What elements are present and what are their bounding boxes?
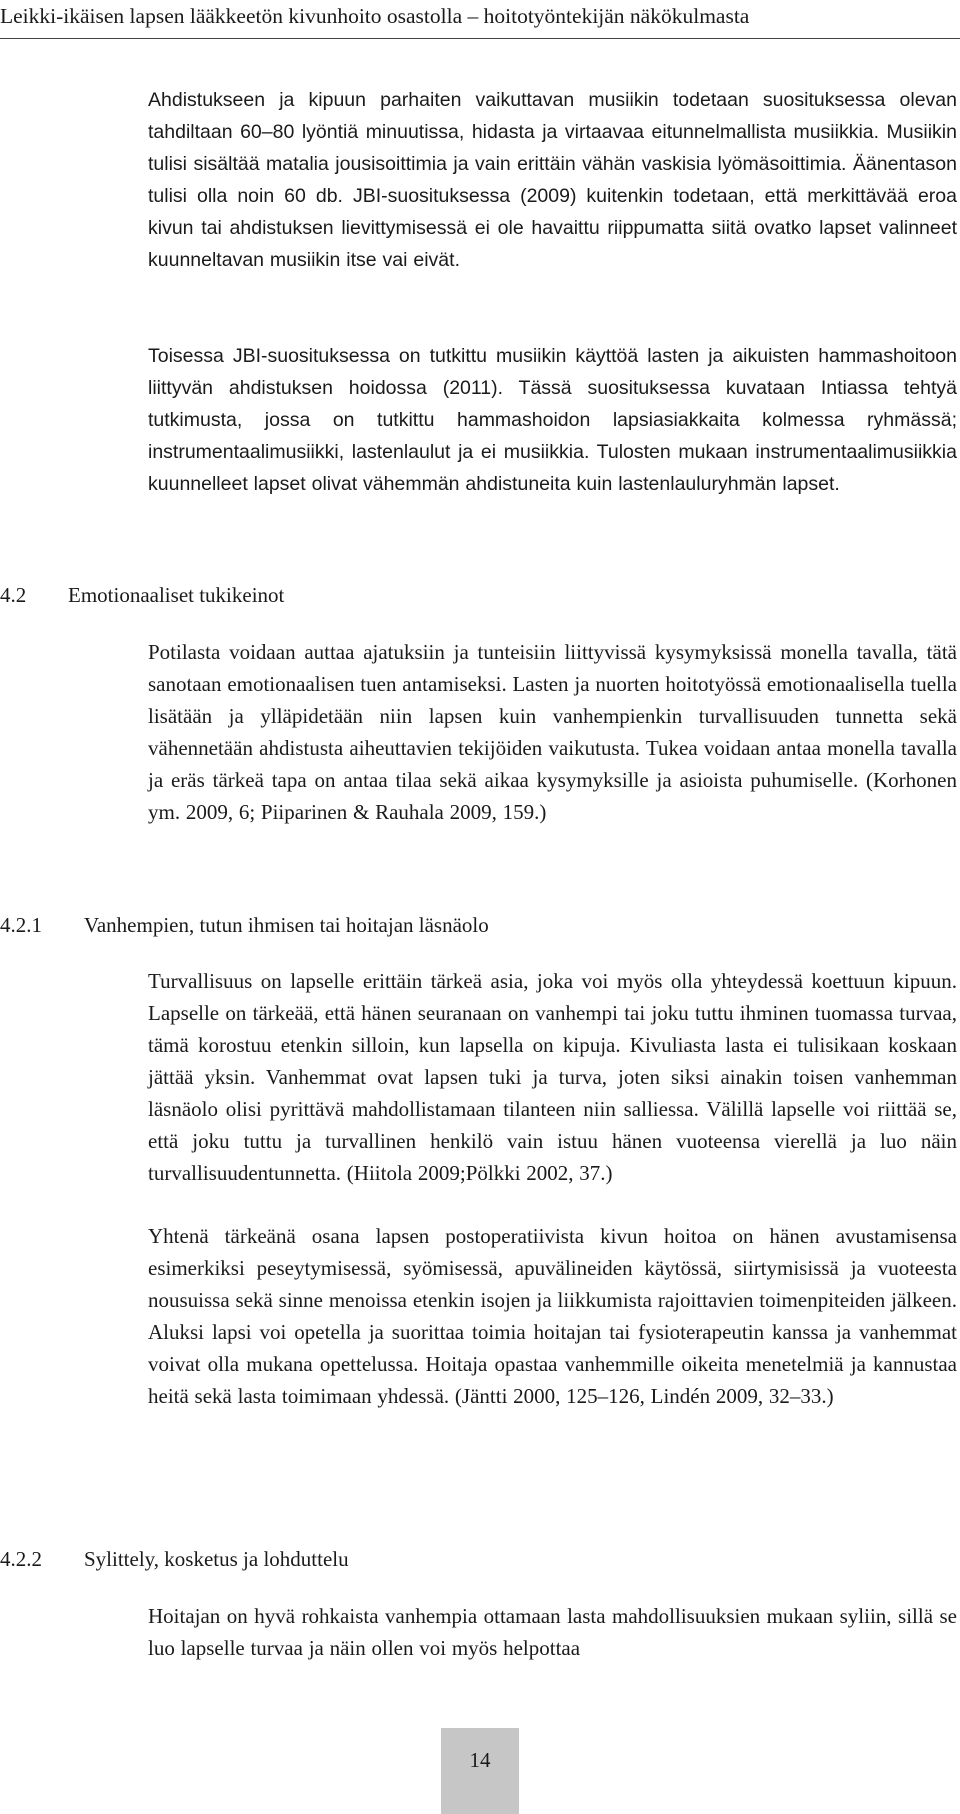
- running-header: Leikki-ikäisen lapsen lääkkeetön kivunhoito osastolla – hoitotyöntekijän näkökulmasta: [0, 4, 750, 28]
- header-rule: [0, 38, 960, 39]
- heading-4-2-1: [0, 910, 489, 940]
- heading-number: 4.2.2: [0, 1547, 42, 1571]
- heading-4-2-2: [0, 1544, 349, 1574]
- paragraph-music-dental: Toisessa JBI-suosituksessa on tutkittu musiikin käyttöä lasten ja aikuisten hammashoitoon liittyvän ahdistuksen hoidossa (2011). Tässä suosituksessa kuvataan Intiassa tehtyä tutkimusta, jossa on tutkittu hammashoidon lapsiasiakkaita kolmessa ryhmässä; instrumentaalimusiikki, lastenlaulut ja ei musiikkia. Tulosten mukaan instrumentaalimusiikkia kuunnelleet lapset olivat vähemmän ahdistuneita kuin lastenlauluryhmän lapset.: [148, 345, 957, 495]
- paragraph-presence-security: Turvallisuus on lapselle erittäin tärkeä asia, joka voi myös olla yhteydessä koettuun kipuun. Lapselle on tärkeää, että hänen seuranaan on vanhempi tai joku tuttu ihminen tuomassa turvaa, tämä korostuu etenkin silloin, kun lapsella on kipuja. Kivuliasta lasta ei tulisikaan koskaan jättää yksin. Vanhemmat ovat lapsen tuki ja turva, joten siksi ainakin toisen vanhemman läsnäolo olisi pyrittävä mahdollistamaan tilanteen niin salliessa. Välillä lapselle voi riittää se, että joku tuttu ja turvallinen henkilö vain istuu hänen vuoteensa vierellä ja luo näin turvallisuudentunnetta. (Hiitola 2009;Pölkki 2002, 37.): [148, 969, 957, 1185]
- paragraph-postoperative-assistance: Yhtenä tärkeänä osana lapsen postoperatiivista kivun hoitoa on hänen avustamisensa esimerkiksi peseytymisessä, syömisessä, apuvälineiden käytössä, siirtymisissä ja vuoteesta nousuissa sekä sinne menoissa etenkin isojen ja liikkumista rajoittavien toimenpiteiden jälkeen. Aluksi lapsi voi opetella ja suorittaa toimia hoitajan tai fysioterapeutin kanssa ja vanhemmat voivat olla mukana opettelussa. Hoitaja opastaa vanhemmille oikeita menetelmiä ja kannustaa heitä sekä lasta toimimaan yhdessä. (Jäntti 2000, 125–126, Lindén 2009, 32–33.): [148, 1224, 957, 1408]
- paragraph-holding: Hoitajan on hyvä rohkaista vanhempia ottamaan lasta mahdollisuuksien mukaan syliin, sillä se luo lapselle turvaa ja näin ollen voi myös helpottaa: [148, 1604, 957, 1660]
- paragraph-music-recommendation: Ahdistukseen ja kipuun parhaiten vaikuttavan musiikin todetaan suosituksessa olevan tahdiltaan 60–80 lyöntiä minuutissa, hidasta ja virtaavaa eitunnelmallista musiikkia. Musiikin tulisi sisältää matalia jousisoittimia ja vain erittäin vähän vaskisia lyömäsoittimia. Äänentason tulisi olla noin 60 db. JBI-suosituksessa (2009) kuitenkin todetaan, että merkittävää eroa kivun tai ahdistuksen lievittymisessä ei ole havaittu riippumatta siitä ovatko lapset valinneet kuunneltavan musiikin itse vai eivät.: [148, 89, 957, 271]
- heading-number: 4.2: [0, 583, 27, 607]
- heading-4-2: [0, 580, 285, 610]
- heading-title: Vanhempien, tutun ihmisen tai hoitajan läsnäolo: [84, 913, 489, 937]
- heading-number: 4.2.1: [0, 913, 42, 937]
- page-number: 14: [469, 1748, 491, 1772]
- paragraph-emotional-support: Potilasta voidaan auttaa ajatuksiin ja tunteisiin liittyvissä kysymyksissä monella tavalla, tätä sanotaan emotionaalisen tuen antamiseksi. Lasten ja nuorten hoitotyössä emotionaalisella tuella lisätään ja ylläpidetään niin lapsen kuin vanhempienkin turvallisuuden tunnetta sekä vähennetään ahdistusta aiheuttavien tekijöiden vaikutusta. Tukea voidaan antaa monella tavalla ja eräs tärkeä tapa on antaa tilaa sekä aikaa kysymyksille ja asioista puhumiselle. (Korhonen ym. 2009, 6; Piiparinen & Rauhala 2009, 159.): [148, 640, 957, 824]
- heading-title: Sylittely, kosketus ja lohduttelu: [84, 1547, 349, 1571]
- page-number-box: [441, 1728, 519, 1814]
- heading-title: Emotionaaliset tukikeinot: [68, 583, 285, 607]
